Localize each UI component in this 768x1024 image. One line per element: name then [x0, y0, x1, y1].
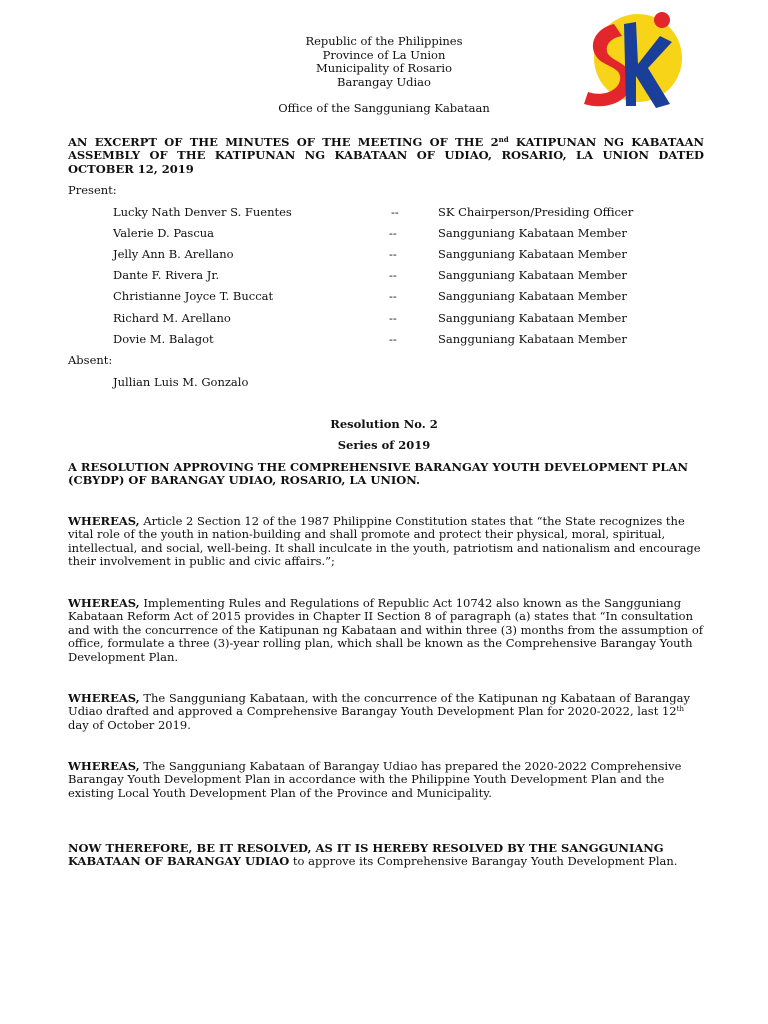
attendee-role: SK Chairperson/Presiding Officer	[438, 205, 634, 219]
attendee-separator: --	[389, 311, 397, 325]
attendee-name: Jelly Ann B. Arellano	[113, 247, 234, 261]
letterhead-line: Barangay Udiao	[337, 74, 431, 89]
attendee-separator: --	[389, 332, 397, 346]
attendee-row	[113, 268, 713, 284]
resolved-text: to approve its Comprehensive Barangay Youth Development Plan.	[289, 854, 678, 869]
absent-name: Jullian Luis M. Gonzalo	[113, 375, 249, 389]
attendee-row	[113, 289, 713, 305]
whereas-text: Article 2 Section 12 of the 1987 Philippine Constitution states that “the State recognizes the vital role of the youth in nation-building and shall promote and protect their physical, moral, spiritual, intellectual, and social, well-being. It shall inculcate in the youth, patriotism and nationalism and encourage their involvement in public and civic affairs.”;	[68, 514, 701, 569]
whereas-paragraph	[68, 597, 704, 664]
attendee-row	[113, 205, 713, 221]
attendee-role: Sangguniang Kabataan Member	[438, 226, 627, 240]
resolution-number: Resolution No. 2	[330, 417, 438, 431]
resolved-lead: NOW THEREFORE, BE IT RESOLVED, AS IT IS HEREBY RESOLVED BY THE SANGGUNIANG KABATAAN OF BARANGAY UDIAO	[68, 841, 664, 869]
attendee-name: Christianne Joyce T. Buccat	[113, 289, 274, 303]
heading-text: AN EXCERPT OF THE MINUTES OF THE MEETING OF THE 2	[68, 135, 499, 149]
whereas-superscript: th	[676, 705, 684, 714]
attendee-separator: --	[389, 289, 397, 303]
whereas-lead: WHEREAS,	[68, 759, 140, 773]
attendee-separator: --	[389, 226, 397, 240]
attendee-role: Sangguniang Kabataan Member	[438, 332, 627, 346]
heading-superscript: nd	[498, 135, 509, 144]
whereas-text: The Sangguniang Kabataan of Barangay Udiao has prepared the 2020-2022 Comprehensive Barangay Youth Development Plan in accordance with the Philippine Youth Development Plan and the existing Local Youth Development Plan of the Province and Municipality.	[68, 759, 682, 800]
attendee-row	[113, 311, 713, 327]
whereas-lead: WHEREAS,	[68, 596, 140, 610]
whereas-text: The Sangguniang Kabataan, with the concurrence of the Katipunan ng Kabataan of Barangay Udiao drafted and approved a Comprehensive Barangay Youth Development Plan for 2020-2022, last 12	[68, 691, 690, 719]
whereas-text: day of October 2019.	[68, 717, 191, 732]
attendee-row	[113, 226, 713, 242]
attendee-row	[113, 332, 713, 348]
attendee-role: Sangguniang Kabataan Member	[438, 247, 627, 261]
letterhead-line: Municipality of Rosario	[315, 61, 452, 75]
whereas-paragraph	[68, 692, 704, 732]
whereas-paragraph	[68, 515, 704, 569]
resolution-title: A RESOLUTION APPROVING THE COMPREHENSIVE BARANGAY YOUTH DEVELOPMENT PLAN (CBYDP) OF BARANGAY UDIAO, ROSARIO, LA UNION.	[68, 460, 688, 488]
letterhead-line: Province of La Union	[322, 47, 446, 62]
whereas-lead: WHEREAS,	[68, 691, 140, 705]
attendee-name: Dovie M. Balagot	[113, 332, 214, 346]
attendee-row	[113, 247, 713, 263]
attendee-separator: --	[391, 205, 399, 219]
absent-row	[113, 375, 713, 391]
logo-head-shape	[654, 12, 670, 28]
attendee-name: Dante F. Rivera Jr.	[113, 268, 220, 282]
absent-label: Absent:	[68, 353, 113, 367]
resolved-paragraph	[68, 842, 704, 869]
office-name: Office of the Sangguniang Kabataan	[278, 101, 490, 115]
attendee-separator: --	[389, 247, 397, 261]
attendee-name: Valerie D. Pascua	[113, 226, 215, 240]
whereas-text: Implementing Rules and Regulations of Republic Act 10742 also known as the Sangguniang Kabataan Reform Act of 2015 provides in Chapter II Section 8 of paragraph (a) states that “In consultation and with the concurrence of the Katipunan ng Kabataan and within three (3) months from the assumption of office, formulate a three (3)-year rolling plan, which shall be known as the Comprehensive Barangay Youth Development Plan.	[68, 596, 703, 664]
attendee-role: Sangguniang Kabataan Member	[438, 289, 627, 303]
resolution-series: Series of 2019	[337, 438, 431, 452]
letterhead	[214, 35, 554, 116]
attendee-role: Sangguniang Kabataan Member	[438, 311, 627, 325]
heading-text: KATIPUNAN NG KABATAAN ASSEMBLY OF THE KATIPUNAN NG KABATAAN OF UDIAO, ROSARIO, LA UNION DATED OCTOBER 12, 2019	[68, 135, 705, 176]
attendee-name: Richard M. Arellano	[113, 311, 231, 325]
sk-logo-icon	[566, 6, 686, 116]
minutes-heading	[68, 136, 704, 176]
attendee-name: Lucky Nath Denver S. Fuentes	[113, 205, 292, 219]
whereas-paragraph	[68, 760, 704, 800]
attendee-role: Sangguniang Kabataan Member	[438, 268, 627, 282]
letterhead-line: Republic of the Philippines	[305, 34, 463, 48]
whereas-lead: WHEREAS,	[68, 514, 140, 528]
present-label: Present:	[68, 183, 117, 197]
attendee-separator: --	[389, 268, 397, 282]
